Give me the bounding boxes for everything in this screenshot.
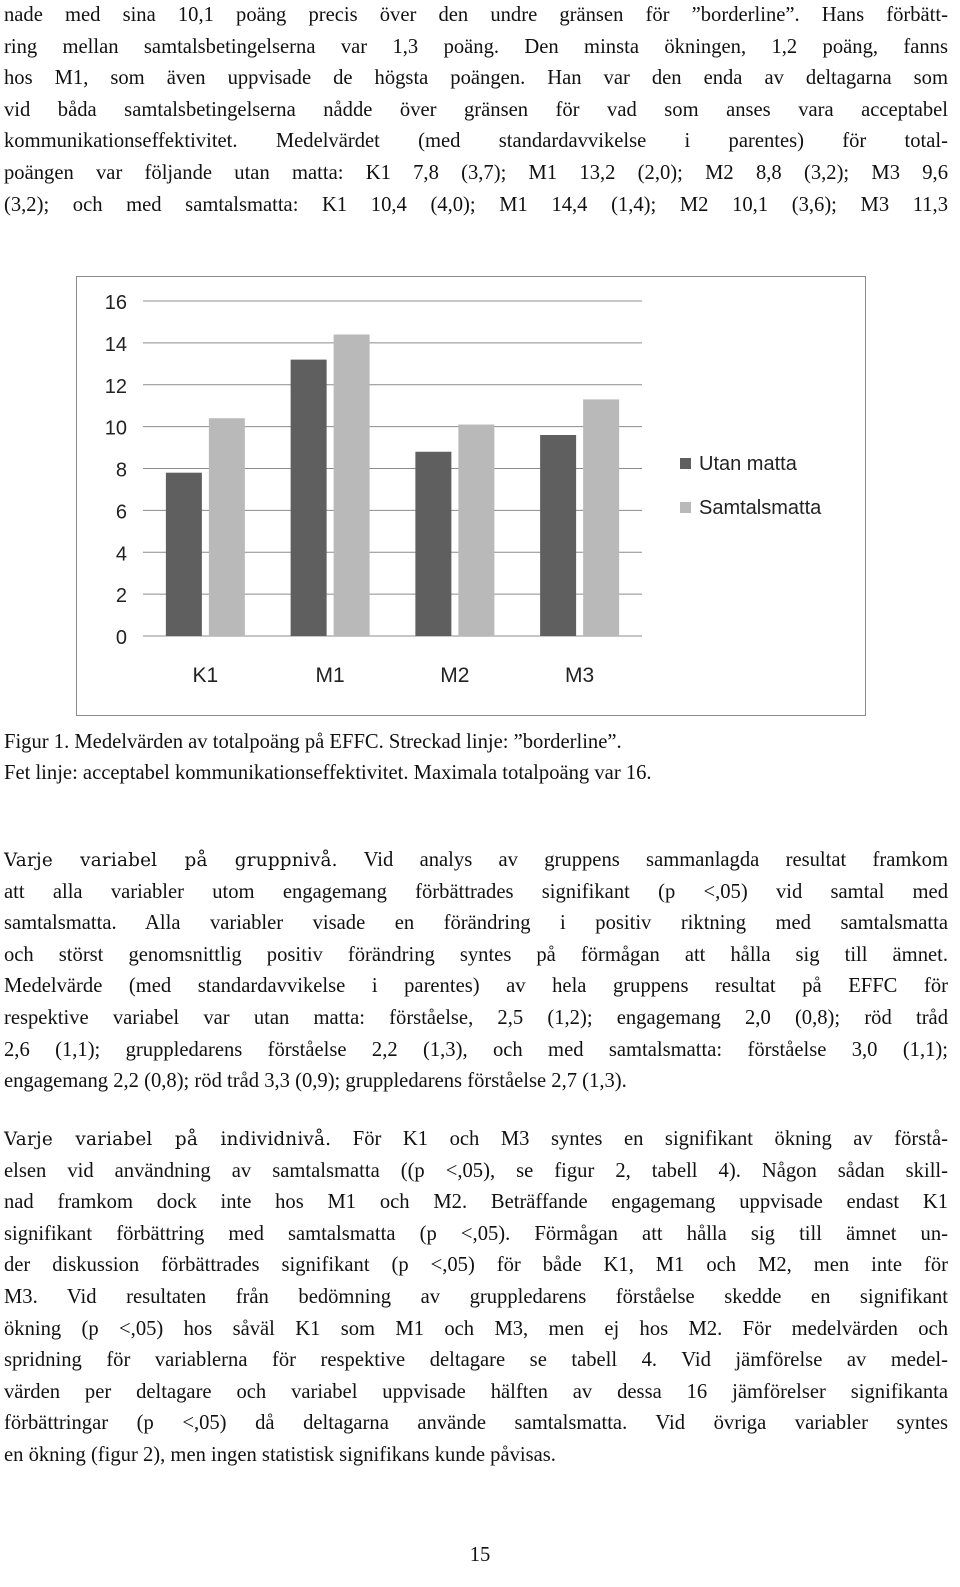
x-tick-label: M1 <box>315 664 345 687</box>
paragraph-individual-level <box>4 1124 948 1472</box>
text-line: värden per deltagare och variabel uppvisade hälften av dessa 16 jämförelser signifikanta <box>4 1380 948 1403</box>
text-line: poängen var följande utan matta: K1 7,8 (3,7); M1 13,2 (2,0); M2 8,8 (3,2); M3 9,6 <box>4 161 948 184</box>
text-line: ring mellan samtalsbetingelserna var 1,3 poäng. Den minsta ökningen, 1,2 poäng, fanns <box>4 35 948 58</box>
caption-line: Figur 1. Medelvärden av totalpoäng på EFFC. Streckad linje: ”borderline”. <box>4 731 622 753</box>
page-number: 15 <box>469 1544 491 1566</box>
text-line: en ökning (figur 2), men ingen statistisk signifikans kunde påvisas. <box>4 1443 556 1466</box>
x-tick-label: M3 <box>565 664 595 687</box>
y-tick-label: 16 <box>104 292 127 314</box>
bar <box>583 399 619 636</box>
bar-chart-svg <box>77 277 865 715</box>
text-line: hos M1, som även uppvisade de högsta poängen. Han var den enda av deltagarna som <box>4 67 948 90</box>
bar-chart <box>76 276 866 716</box>
text-line: nade med sina 10,1 poäng precis över den undre gränsen för ”borderline”. Hans förbätt- <box>4 4 948 26</box>
y-tick-label: 2 <box>115 585 127 608</box>
text-line: elsen vid användning av samtalsmatta ((p <,05), se figur 2, tabell 4). Någon sådan skill- <box>4 1159 948 1182</box>
text-fragment: För K1 och M3 syntes en signifikant ökning av förstå- <box>331 1128 948 1150</box>
legend-label: Utan matta <box>699 453 797 475</box>
y-tick-label: 6 <box>115 501 127 524</box>
text-line <box>4 845 948 877</box>
text-fragment: Vid analys av gruppens sammanlagda resultat framkom <box>337 849 949 871</box>
text-line: Medelvärde (med standardavvikelse i parentes) av hela gruppens resultat på EFFC för <box>4 975 948 998</box>
text-line: respektive variabel var utan matta: förståelse, 2,5 (1,2); engagemang 2,0 (0,8); röd tråd <box>4 1006 948 1029</box>
legend-label: Samtalsmatta <box>699 497 822 519</box>
text-line: signifikant förbättring med samtalsmatta (p <,05). Förmågan att hålla sig till ämnet un- <box>4 1222 948 1245</box>
y-tick-label: 14 <box>104 333 127 356</box>
text-line: M3. Vid resultaten från bedömning av gruppledarens förståelse skedde en signifikant <box>4 1285 948 1308</box>
figure-caption <box>4 727 948 788</box>
paragraph-group-level <box>4 845 948 1098</box>
text-line: engagemang 2,2 (0,8); röd tråd 3,3 (0,9); gruppledarens förståelse 2,7 (1,3). <box>4 1070 627 1093</box>
caption-line: Fet linje: acceptabel kommunikationseffektivitet. Maximala totalpoäng var 16. <box>4 761 652 784</box>
text-line: der diskussion förbättrades signifikant (p <,05) för både K1, M1 och M2, men inte för <box>4 1254 948 1277</box>
legend-swatch <box>680 502 691 513</box>
paragraph-lead: Varje variabel på gruppnivå. <box>4 850 338 871</box>
y-tick-label: 4 <box>115 543 127 566</box>
text-line: förbättringar (p <,05) då deltagarna använde samtalsmatta. Vid övriga variabler syntes <box>4 1412 948 1435</box>
y-tick-label: 8 <box>115 459 127 482</box>
text-line: ökning (p <,05) hos såväl K1 som M1 och M3, men ej hos M2. För medelvärden och <box>4 1317 948 1340</box>
text-line: samtalsmatta. Alla variabler visade en förändring i positiv riktning med samtalsmatta <box>4 912 948 935</box>
y-tick-label: 10 <box>104 417 127 440</box>
y-tick-label: 12 <box>104 375 127 398</box>
text-line: att alla variabler utom engagemang förbättrades signifikant (p <,05) vid samtal med <box>4 880 948 903</box>
bar <box>291 360 327 636</box>
text-line: och störst genomsnittlig positiv förändring syntes på förmågan att hålla sig till ämnet. <box>4 943 948 966</box>
paragraph-lead: Varje variabel på individnivå. <box>4 1129 332 1150</box>
bar <box>209 418 245 636</box>
bar <box>540 435 576 636</box>
text-line: 2,6 (1,1); gruppledarens förståelse 2,2 (1,3), och med samtalsmatta: förståelse 3,0 (1,1); <box>4 1038 948 1061</box>
text-line: kommunikationseffektivitet. Medelvärdet (med standardavvikelse i parentes) för total- <box>4 130 948 153</box>
text-line: spridning för variablerna för respektive deltagare se tabell 4. Vid jämförelse av medel- <box>4 1349 948 1372</box>
bar <box>166 473 202 636</box>
top-paragraph <box>4 0 948 221</box>
text-line: vid båda samtalsbetingelserna nådde över gränsen för vad som anses vara acceptabel <box>4 98 948 121</box>
text-line <box>4 1124 948 1156</box>
text-line: (3,2); och med samtalsmatta: K1 10,4 (4,0); M1 14,4 (1,4); M2 10,1 (3,6); M3 11,3 <box>4 193 948 216</box>
text-line: nad framkom dock inte hos M1 och M2. Beträffande engagemang uppvisade endast K1 <box>4 1191 948 1214</box>
x-tick-label: K1 <box>192 664 219 687</box>
bar <box>334 335 370 637</box>
legend-swatch <box>680 458 691 469</box>
bar <box>458 425 494 636</box>
bar <box>415 452 451 636</box>
y-tick-label: 0 <box>115 627 127 649</box>
x-tick-label: M2 <box>440 664 470 687</box>
